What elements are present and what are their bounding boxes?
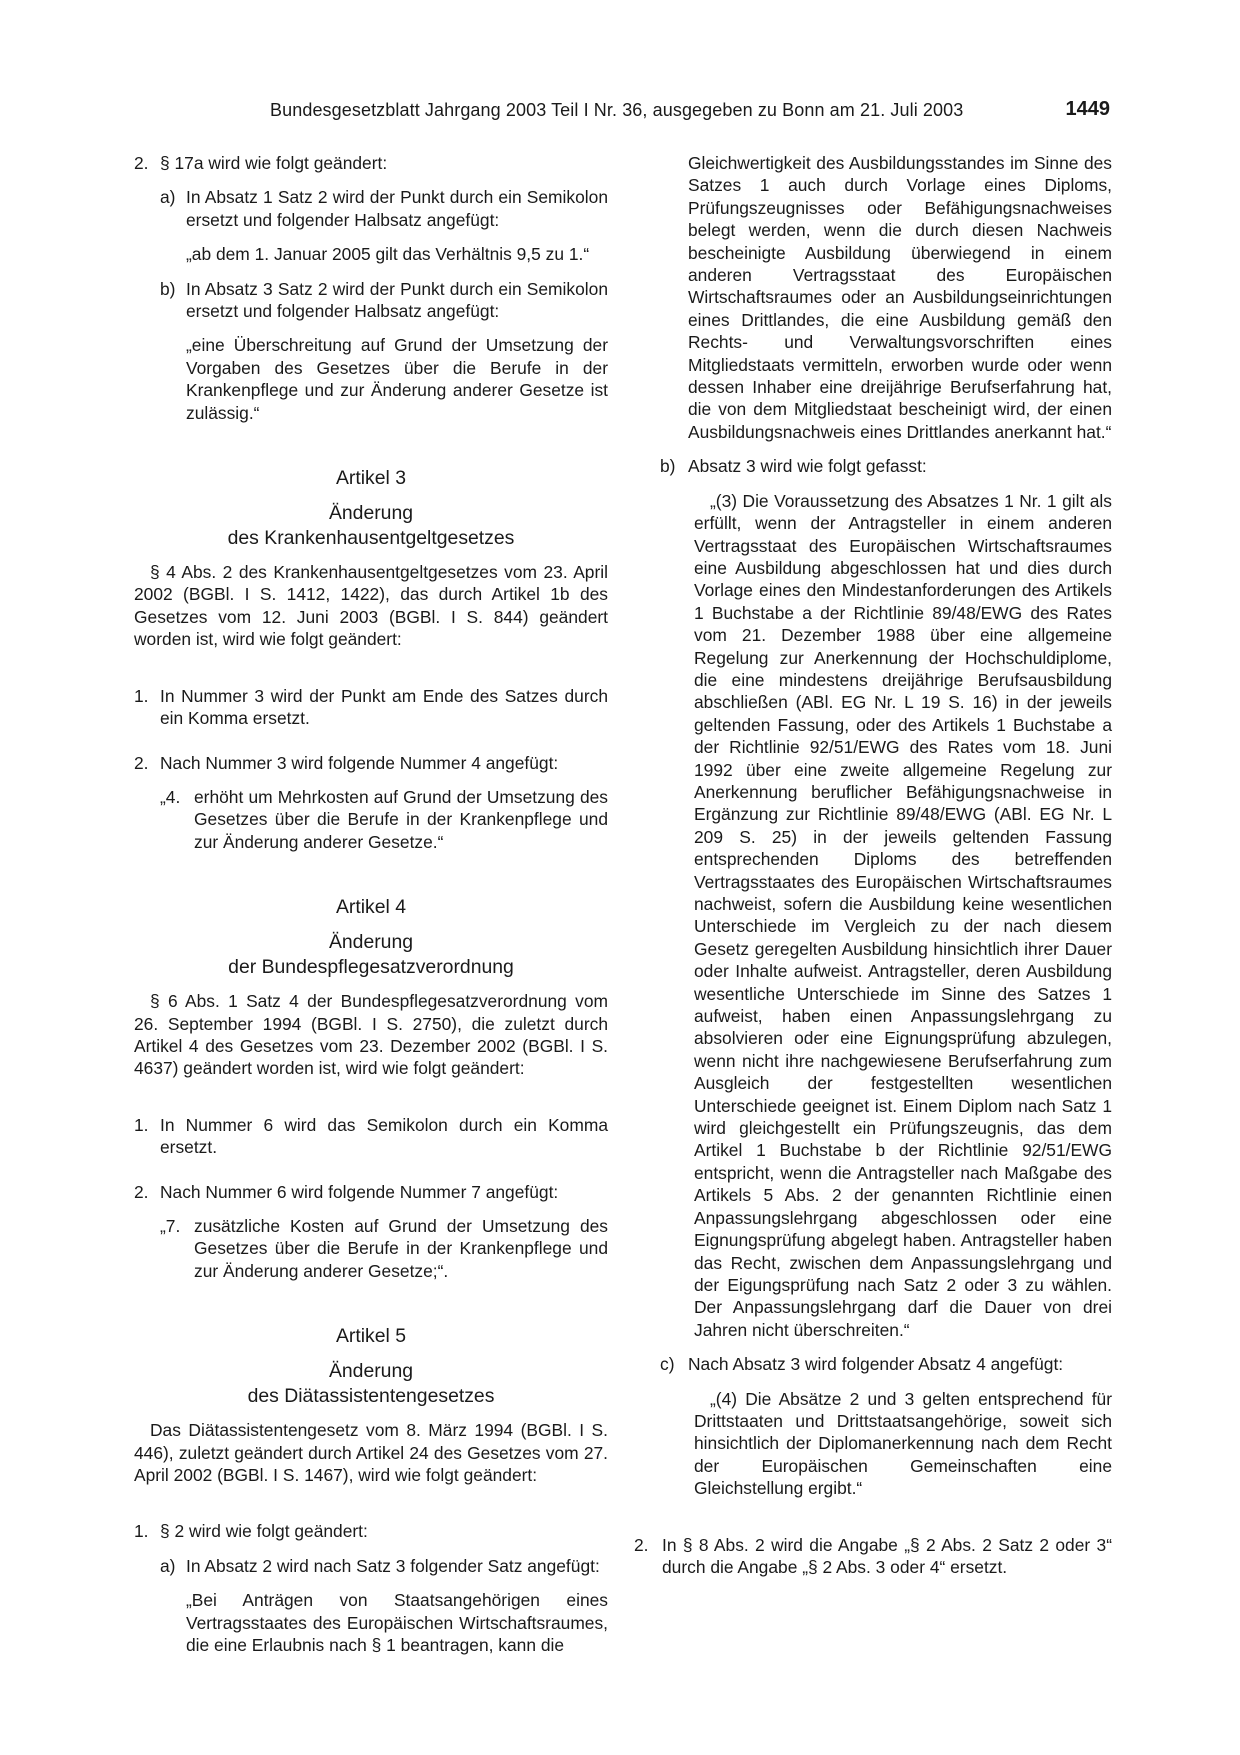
- list-item: [134, 1181, 608, 1203]
- list-item: [134, 1114, 608, 1159]
- running-header: [134, 100, 1124, 130]
- subitem-label: b): [160, 278, 176, 299]
- subitem-b: [134, 278, 608, 323]
- article-subtitle: Änderung: [328, 502, 414, 525]
- item-text: In Nummer 6 wird das Semikolon durch ein Komma ersetzt.: [160, 1114, 608, 1158]
- article-5-heading: [134, 1324, 608, 1409]
- article-intro: Das Diätassistentengesetz vom 8. März 1994 (BGBl. I S. 446), zuletzt geändert durch Artikel 24 des Gesetzes vom 27. April 2002 (BGBl. I S. 1467), wird wie folgt geändert:: [134, 1420, 608, 1485]
- item-number: 1.: [134, 1521, 149, 1542]
- article-subtitle: Änderung: [328, 1360, 414, 1383]
- list-item: [134, 685, 608, 730]
- item-text: § 17a wird wie folgt geändert:: [160, 153, 388, 173]
- header-title: Bundesgesetzblatt Jahrgang 2003 Teil I Nr. 36, ausgegeben zu Bonn am 21. Juli 2003: [270, 100, 964, 120]
- article-title: Artikel 3: [335, 467, 407, 490]
- quote: „eine Überschreitung auf Grund der Umsetzung der Vorgaben des Gesetzes über die Berufe in der Krankenpflege und zur Änderung anderer Gesetze ist zulässig.“: [186, 335, 608, 423]
- subitem-text: In Absatz 1 Satz 2 wird der Punkt durch ein Semikolon ersetzt und folgender Halbsatz angefügt:: [186, 187, 608, 230]
- article-intro: § 6 Abs. 1 Satz 4 der Bundespflegesatzverordnung vom 26. September 1994 (BGBl. I S. 2750), die zuletzt durch Artikel 4 des Gesetzes vom 23. Dezember 2002 (BGBl. I S. 4637) geändert worden ist, wird wie folgt geändert:: [134, 991, 608, 1079]
- item-number: 2.: [634, 1534, 649, 1555]
- article-intro: § 4 Abs. 2 des Krankenhausentgeltgesetzes vom 23. April 2002 (BGBl. I S. 1412, 1422), das durch Artikel 1b des Gesetzes vom 12. Juni 2003 (BGBl. I S. 844) geändert worden ist, wird wie folgt geändert:: [134, 562, 608, 650]
- subitem-label: c): [660, 1354, 675, 1375]
- article-subtitle: der Bundespflegesatzverordnung: [228, 956, 514, 979]
- item-2: [134, 152, 608, 174]
- quote-number: „7.: [160, 1215, 181, 1236]
- subitem-text: Absatz 3 wird wie folgt gefasst:: [688, 456, 927, 477]
- subitem-c: [660, 1353, 1112, 1375]
- quote: erhöht um Mehrkosten auf Grund der Umsetzung des Gesetzes über die Berufe in der Krankenpflege und zur Änderung anderer Gesetze.“: [194, 786, 608, 852]
- page-number: 1449: [1065, 98, 1110, 120]
- article-subtitle: Änderung: [328, 931, 414, 954]
- list-item: [134, 752, 608, 774]
- subitem-text: In Absatz 2 wird nach Satz 3 folgender Satz angefügt:: [186, 1555, 600, 1576]
- subitem-label: b): [660, 456, 676, 477]
- item-number: 2.: [134, 1181, 149, 1202]
- quote: „Bei Anträgen von Staatsangehörigen eines Vertragsstaates des Europäischen Wirtschaftsraumes, die eine Erlaubnis nach § 1 beantragen, kann die: [186, 1590, 608, 1656]
- continued-text: Gleichwertigkeit des Ausbildungsstandes im Sinne des Satzes 1 auch durch Vorlage eines Diploms, Prüfungszeugnisses oder Befähigungsnachweises belegt werden, wenn die durch diesen Nachweis bescheinigte Ausbildung überwiegend in einem anderen Vertragsstaat des Europäischen Wirtschaftsraumes oder an Ausbildungseinrichtungen eines Drittlandes, die eine Ausbildung gemäß den Rechts- und Verwaltungsvorschriften eines Mitgliedstaats vermitteln, erworben wurde oder wenn dessen Inhaber eine dreijährige Berufserfahrung hat, die von dem Mitgliedstaat bescheinigt wird, der einen Ausbildungsnachweis eines Drittlandes anerkannt hat.“: [688, 153, 1112, 442]
- subitem-b: [660, 455, 1112, 477]
- subitem-a: [134, 186, 608, 231]
- item-text: In § 8 Abs. 2 wird die Angabe „§ 2 Abs. 2 Satz 2 oder 3“ durch die Angabe „§ 2 Abs. 3 oder 4“ ersetzt.: [662, 1534, 1112, 1577]
- quote-number: „4.: [160, 786, 181, 807]
- article-title: Artikel 5: [335, 1325, 407, 1348]
- subitem-label: a): [160, 1555, 176, 1576]
- quote: zusätzliche Kosten auf Grund der Umsetzung des Gesetzes über die Berufe in der Krankenpflege und zur Änderung anderer Gesetze;“.: [194, 1215, 608, 1281]
- article-4-heading: [134, 895, 608, 980]
- subitem-label: a): [160, 187, 176, 208]
- item-number: 2.: [134, 752, 149, 773]
- item-number: 1.: [134, 685, 149, 706]
- item-text: § 2 wird wie folgt geändert:: [160, 1521, 368, 1542]
- list-item: [634, 1534, 1112, 1579]
- quote: „(3) Die Voraussetzung des Absatzes 1 Nr. 1 gilt als erfüllt, wenn der Antragsteller in einem anderen Vertragsstaat des Europäischen Wirtschaftsraumes eine Ausbildung abgeschlossen hat und dies durch Vorlage eines den Mindestanforderungen des Artikels 1 Buchstabe a der Richtlinie 89/48/EWG des Rates vom 21. Dezember 1988 über eine allgemeine Regelung zur Anerkennung der Hochschuldiplome, die eine mindestens dreijährige Berufsausbildung abschließen (ABl. EG Nr. L 19 S. 16) in der jeweils geltenden Fassung, oder des Artikels 1 Buchstabe a der Richtlinie 92/51/EWG des Rates vom 18. Juni 1992 über eine zweite allgemeine Regelung zur Anerkennung beruflicher Befähigungsnachweise in Ergänzung zur Richtlinie 89/48/EWG (ABl. EG Nr. L 209 S. 25) in der jeweils geltenden Fassung entsprechenden Diploms des betreffenden Vertragsstaates des Europäischen Wirtschaftsraumes nachweist, sofern die Ausbildung keine wesentlichen Unterschiede im Vergleich zu der nach diesem Gesetz geregelten Ausbildung hinsichtlich ihrer Dauer oder Inhalte aufweist. Antragsteller, deren Ausbildung wesentliche Unterschiede im Sinne des Satzes 1 aufweist, haben einen Anpassungslehrgang zu absolvieren oder eine Eignungsprüfung abzulegen, wenn nicht ihre nachgewiesene Berufserfahrung zum Ausgleich der festgestellten wesentlichen Unterschiede geeignet ist. Einem Diplom nach Satz 1 wird gleichgestellt ein Prüfungszeugnis, das dem Artikel 1 Buchstabe b der Richtlinie 92/51/EWG entspricht, wenn die Antragsteller nach Maßgabe des Artikels 5 Abs. 2 der genannten Richtlinie einen Anpassungslehrgang abgeschlossen oder eine Eignungsprüfung abgelegt haben. Antragsteller haben das Recht, zwischen dem Anpassungslehrgang und der Eigungsprüfung nach Satz 2 oder 3 zu wählen. Der Anpassungslehrgang darf die Dauer von drei Jahren nicht überschreiten.“: [694, 490, 1112, 1340]
- subitem-a: [134, 1555, 608, 1577]
- article-subtitle: des Diätassistentengesetzes: [247, 1385, 495, 1408]
- article-subtitle: des Krankenhausentgeltgesetzes: [227, 527, 515, 550]
- quote: „(4) Die Absätze 2 und 3 gelten entsprechend für Drittstaaten und Drittstaatsangehörige, soweit sich hinsichtlich der Diplomanerkennung nach dem Recht der Europäischen Gemeinschaften eine Gleichstellung ergibt.“: [694, 1388, 1112, 1499]
- item-number: 1.: [134, 1114, 149, 1135]
- quote: „ab dem 1. Januar 2005 gilt das Verhältnis 9,5 zu 1.“: [186, 244, 590, 265]
- subitem-text: In Absatz 3 Satz 2 wird der Punkt durch ein Semikolon ersetzt und folgender Halbsatz angefügt:: [186, 278, 608, 322]
- item-text: Nach Nummer 6 wird folgende Nummer 7 angefügt:: [160, 1181, 559, 1202]
- item-text: Nach Nummer 3 wird folgende Nummer 4 angefügt:: [160, 752, 559, 773]
- article-title: Artikel 4: [335, 896, 407, 919]
- subitem-text: Nach Absatz 3 wird folgender Absatz 4 angefügt:: [688, 1354, 1064, 1375]
- item-text: In Nummer 3 wird der Punkt am Ende des Satzes durch ein Komma ersetzt.: [160, 685, 608, 729]
- right-column: [634, 152, 1112, 1578]
- article-3-heading: [134, 466, 608, 551]
- quoted-number: [160, 786, 608, 853]
- list-item: [134, 1520, 608, 1542]
- item-number: 2.: [134, 153, 149, 173]
- left-column: [134, 152, 608, 1656]
- quoted-number: [160, 1215, 608, 1282]
